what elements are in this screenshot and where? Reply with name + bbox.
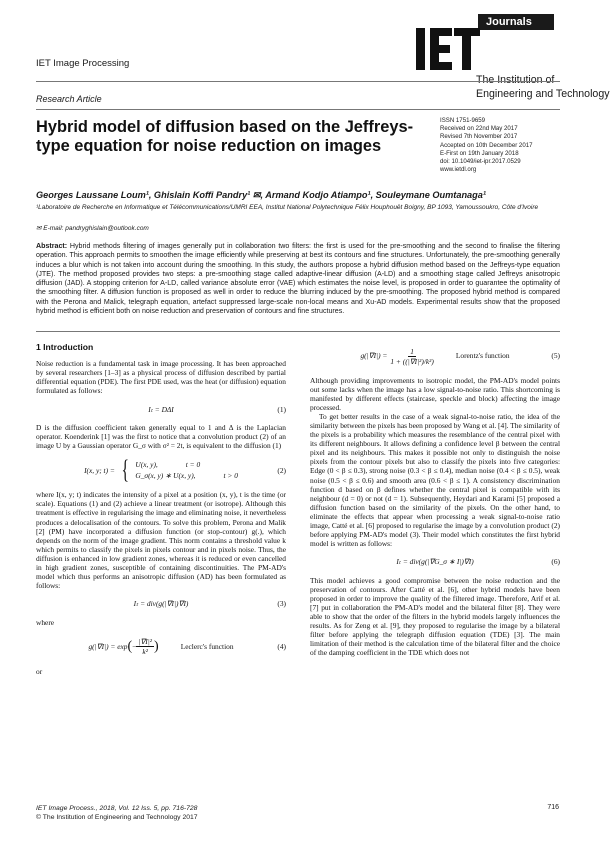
abstract-rule bbox=[36, 331, 560, 332]
website-link[interactable]: www.ietdl.org bbox=[440, 166, 477, 174]
doi: doi: 10.1049/iet-ipr.2017.0529 bbox=[440, 158, 521, 166]
abstract-text: Hybrid methods filtering of images generally put in collaboration two filters: the first is used for the pre-smoothing and the second to finalise the filtering operation. This approach permits to smoothen the image efficiently while preserving at best its contours and fine structures. Unfortunately, the pre-smoothing generally induces a blur which is not taken into account during the smoothing. In this study, the authors propose a hybrid diffusion method based on the Jeffreys-type equation (JTE). The method proposed provides two steps: a pre-smoothing stage called adaptive-linear diffusion (A-LD) and a smoothing stage called Jeffreys anisotropic diffusion (JAD). A stopping criterion for A-LD, called variance absolute error (VAE) which estimates the noise level, is proposed in order to guarantee the optimality of the smoothing filter. A diffusion function is proposed as well in order to reduce the blurring induced by the pre-smoothing. The proposed hybrid method is compared with the Perona and Malick, telegraph equation, artefact suppressed large-scale non-local means and Xu-AD models. Experimental results show that the proposed hybrid method is efficient both on noise reduction and preservation of contours and fine structures. bbox=[36, 242, 560, 316]
equation-1 bbox=[36, 398, 286, 420]
right-paragraph-3: This model achieves a good compromise between the noise reduction and the preservation of contours. After Catté et al. [6], other hybrid models have been proposed in order to improve the quality of the filtered image. Therefore, Arif et al. [7] put in collaboration the PM-AD's model and the bilateral filter [8]. They were able to show that the order of the filters in the hybrid models largely influences the results. As for Zeng et al. [9], they proposed to regularise the image by a bilateral filter before applying the telegraph diffusion equation (TDE) [3]. The main limitation of their method is the calculation time of the bilateral filter and the choice of the damping coefficient in the TDE which does not bbox=[310, 575, 560, 658]
equation-2-case-1: U(x, y), bbox=[135, 460, 158, 470]
equation-4-numerator: |∇I|² bbox=[138, 637, 153, 647]
equation-4-label: Leclerc's function bbox=[180, 642, 234, 652]
equation-3 bbox=[36, 593, 286, 615]
journals-tag: Journals bbox=[478, 14, 554, 30]
equation-5-fraction bbox=[390, 347, 433, 366]
article-meta bbox=[440, 117, 532, 174]
abstract-label: Abstract: bbox=[36, 242, 68, 250]
equation-4-denominator: k² bbox=[142, 647, 148, 657]
journal-name: IET Image Processing bbox=[36, 58, 130, 69]
equation-5-label: Lorentz's function bbox=[455, 351, 510, 361]
iet-letters-icon bbox=[416, 26, 480, 72]
equation-5-numerator: 1 bbox=[410, 346, 414, 356]
abstract bbox=[36, 242, 560, 316]
equation-5-lhs: g(|∇I|) = bbox=[360, 351, 388, 361]
where-label: where bbox=[36, 617, 55, 627]
page-footer bbox=[36, 804, 198, 823]
brace-icon: { bbox=[121, 455, 129, 485]
equation-4-fraction bbox=[136, 637, 154, 656]
accepted-date: Accepted on 10th December 2017 bbox=[440, 141, 533, 149]
equation-1-number: (1) bbox=[277, 404, 286, 414]
institution-line2: Engineering and Technology bbox=[476, 88, 610, 100]
article-type: Research Article bbox=[36, 94, 102, 104]
equation-3-number: (3) bbox=[277, 599, 286, 609]
page-number: 716 bbox=[547, 804, 559, 811]
equation-6-number: (6) bbox=[551, 557, 560, 567]
equation-2-case-2: G_σ(x, y) ∗ U(x, y), bbox=[135, 471, 196, 481]
equation-2-cond-1: t = 0 bbox=[185, 460, 201, 470]
institution-line1: The Institution of bbox=[476, 74, 555, 86]
equation-1-body: Iₜ = DΔI bbox=[148, 404, 174, 414]
equation-6-body: Iₜ = div(g(|∇G_σ ∗ I|)∇I) bbox=[396, 557, 474, 567]
equation-2-cond-2: t > 0 bbox=[223, 471, 238, 481]
equation-2 bbox=[36, 453, 286, 487]
equation-4-number: (4) bbox=[277, 642, 286, 652]
iet-logo bbox=[412, 14, 610, 104]
equation-5-number: (5) bbox=[551, 351, 560, 361]
header-rule bbox=[36, 81, 560, 82]
equation-5 bbox=[310, 339, 560, 373]
efirst-date: E-First on 19th January 2018 bbox=[440, 149, 519, 157]
paper-title: Hybrid model of diffusion based on the Jeffreys-type equation for noise reduction on images bbox=[36, 118, 414, 155]
received-date: Received on 22nd May 2017 bbox=[440, 125, 518, 133]
equation-4: g(|∇I|) = exp ( − $\frac{\text{|∇I|²}}{\text{k²}}$ ) Leclerc's function (4) bbox=[88, 637, 286, 657]
equation-2-number: (2) bbox=[277, 465, 286, 475]
revised-date: Revised 7th November 2017 bbox=[440, 133, 518, 141]
left-column bbox=[36, 343, 286, 676]
issn: ISSN 1751-9659 bbox=[440, 117, 486, 124]
equation-3-body: Iₜ = div(g(|∇I|)∇I) bbox=[133, 599, 189, 609]
right-paragraph-1: Although providing improvements to isotropic model, the PM-AD's model points out some lacks when the image has a low signal-to-noise ratio. This shortcoming is manifested by different effects (staircase, speckle and block) affecting the image processed. bbox=[310, 376, 560, 413]
affiliation: ¹Laboratoire de Recherche en Informatique et Télécommunications/UMRI EEA, Institut National Polytechnique Félix Houphouët Boigny, BP 1093, Yamoussoukro, Côte d'Ivoire bbox=[36, 204, 539, 211]
equation-4-lhs: g(|∇I|) = exp bbox=[88, 642, 128, 652]
intro-paragraph-2: D is the diffusion coefficient taken generally equal to 1 and Δ is the Laplacian operator. Koenderink [1] was the first to notice that a convolution product (2) of an image U by a Gaussian operator G_σ with σ² = 2t, is equivalent to the diffusion (1) bbox=[36, 423, 286, 451]
right-column bbox=[310, 343, 560, 657]
equation-6 bbox=[310, 551, 560, 573]
equation-2-lhs: I(x, y; t) = bbox=[84, 465, 115, 475]
section-heading-introduction: 1 Introduction bbox=[36, 342, 94, 352]
author-list: Georges Laussane Loum¹, Ghislain Koffi Pandry¹ ✉, Armand Kodjo Atiampo¹, Souleymane Oumtanaga¹ bbox=[36, 190, 486, 200]
right-paragraph-2: To get better results in the case of a weak signal-to-noise ratio, the idea of the similarity between the pixels has been proposed by Wang et al. [4]. The similarity of the pixels is a probability which measures the resemblance of the central pixel with its different neighbours. It allows defining a confidence level β between the central pixel and its neighbours. This makes it possible not only to distinguish the noise pixels from the contour pixels but also to classify the pixels into five categories: Edge (0 < β ≤ 0.3), strong noise (0.3 < β ≤ 0.4), median noise (0.4 < β ≤ 0.5), weak noise (0.5 < β ≤ 0.6) and smooth area (0.6 < β ≤ 1). A consistency discrimination function d based on β defines whether the central pixel is compatible with its neighbour (d = 0) or not (d = 1). Subsequently, Heydari and Karami [5] proposed a diffusion function based on the similarity of the pixels. On the other hand, to eliminate the effects that appear when processing a weak signal-to-noise ratio image, Catté et al. [6] proposed to regularise the image by a convolution product (2) before applying PM-AD's model (3). Their model which constitutes the first hybrid model is written as follows: bbox=[310, 412, 560, 548]
intro-paragraph-3: where I(x, y; t) indicates the intensity of a pixel at a position (x, y), t is the time (or scale). Equations (1) and (2) achieve a linear treatment (or isotrope). Although this treatment is effective in regularising the image and eliminating noise, it nevertheless produces a delocalisation of the contours. To solve this problem, Perona and Malik [2] (PM) have incorporated a diffusion function (or stop-contour) g(.), which depends on the norm of the image gradient. This norm contains a threshold value k which permits to classify the pixels in pixels contour and in pixels noise. Thus, the diffusion is enhanced in low gradient zones, whereas it is reduced or even cancelled in high gradient zones, susceptible of containing discontinuities. The PM-AD's model which thus performs an anisotropic diffusion (AD) has been formulated as follows: bbox=[36, 490, 286, 590]
copyright-line: © The Institution of Engineering and Technology 2017 bbox=[36, 814, 198, 822]
citation-line: IET Image Process., 2018, Vol. 12 Iss. 5, pp. 716-728 bbox=[36, 805, 198, 812]
corresponding-email[interactable]: ✉ E-mail: pandryghislain@outlook.com bbox=[36, 225, 149, 232]
equation-5-denominator: 1 + ((|∇I|²)/k²) bbox=[390, 356, 434, 366]
or-label: or bbox=[36, 666, 43, 676]
equation-2-cases bbox=[135, 459, 238, 481]
intro-paragraph-1: Noise reduction is a fundamental task in image processing. It has been approached by several researchers [1–3] as a physical process of diffusion described by partial differential equation (PDE). The first PDE used, was the heat (or diffusion) equation formulated as follows: bbox=[36, 359, 286, 396]
header-rule-lower bbox=[36, 109, 560, 110]
